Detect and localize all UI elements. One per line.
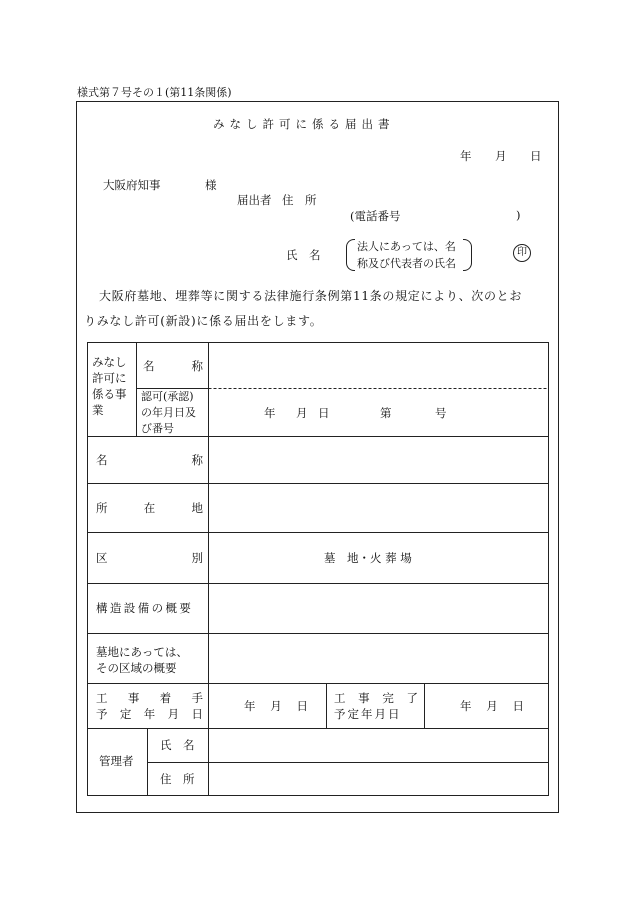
addressee: 大阪府知事 bbox=[103, 178, 161, 192]
body-line-2: りみなし許可(新設)に係る届出をします。 bbox=[84, 314, 323, 328]
form-reference: 様式第７号その１(第11条関係) bbox=[77, 86, 232, 99]
name-row-label: 名 称 bbox=[96, 453, 203, 467]
address-label: 住 所 bbox=[282, 193, 317, 207]
manager-name-label: 氏 名 bbox=[160, 738, 195, 752]
business-name-label: 名 称 bbox=[143, 359, 203, 373]
name-label: 氏 名 bbox=[286, 248, 321, 262]
category-value: 墓 地・火 葬 場 bbox=[324, 551, 412, 565]
manager-label: 管理者 bbox=[99, 754, 134, 768]
date-day-label: 日 bbox=[530, 149, 542, 163]
form-title: みなし許可に係る届出書 bbox=[213, 117, 395, 131]
notifier-label: 届出者 bbox=[237, 193, 272, 207]
phone-label: (電話番号 bbox=[350, 209, 401, 223]
finish-schedule-label: 工 事 完 了 予定年月日 bbox=[334, 691, 418, 721]
business-group-label: みなし 許可に 係る事 業 bbox=[92, 355, 127, 417]
honorific: 様 bbox=[205, 178, 217, 192]
corp-note-line2: 称及び代表者の氏名 bbox=[357, 257, 456, 270]
structure-row-label: 構造設備の概要 bbox=[96, 601, 194, 615]
cemetery-area-label: 墓地にあっては、 その区域の概要 bbox=[96, 645, 188, 675]
category-row-label: 区 別 bbox=[96, 551, 203, 565]
date-year-label: 年 bbox=[460, 149, 472, 163]
body-line-1: 大阪府墓地、埋葬等に関する法律施行条例第11条の規定により、次のとお bbox=[99, 289, 523, 303]
date-month-label: 月 bbox=[495, 149, 507, 163]
manager-address-label: 住 所 bbox=[160, 772, 195, 786]
location-row-label: 所 在 地 bbox=[96, 501, 203, 515]
phone-close: ) bbox=[516, 208, 521, 222]
finish-date-fields: 年 月 日 bbox=[460, 699, 524, 713]
approval-label: 認可(承認) の年月日及 び番号 bbox=[141, 390, 196, 435]
start-date-fields: 年 月 日 bbox=[244, 699, 308, 713]
start-schedule-label: 工 事 着 手 予 定 年 月 日 bbox=[96, 691, 203, 721]
seal-mark: 印 bbox=[513, 244, 531, 262]
corp-note-line1: 法人にあっては、名 bbox=[357, 240, 456, 253]
